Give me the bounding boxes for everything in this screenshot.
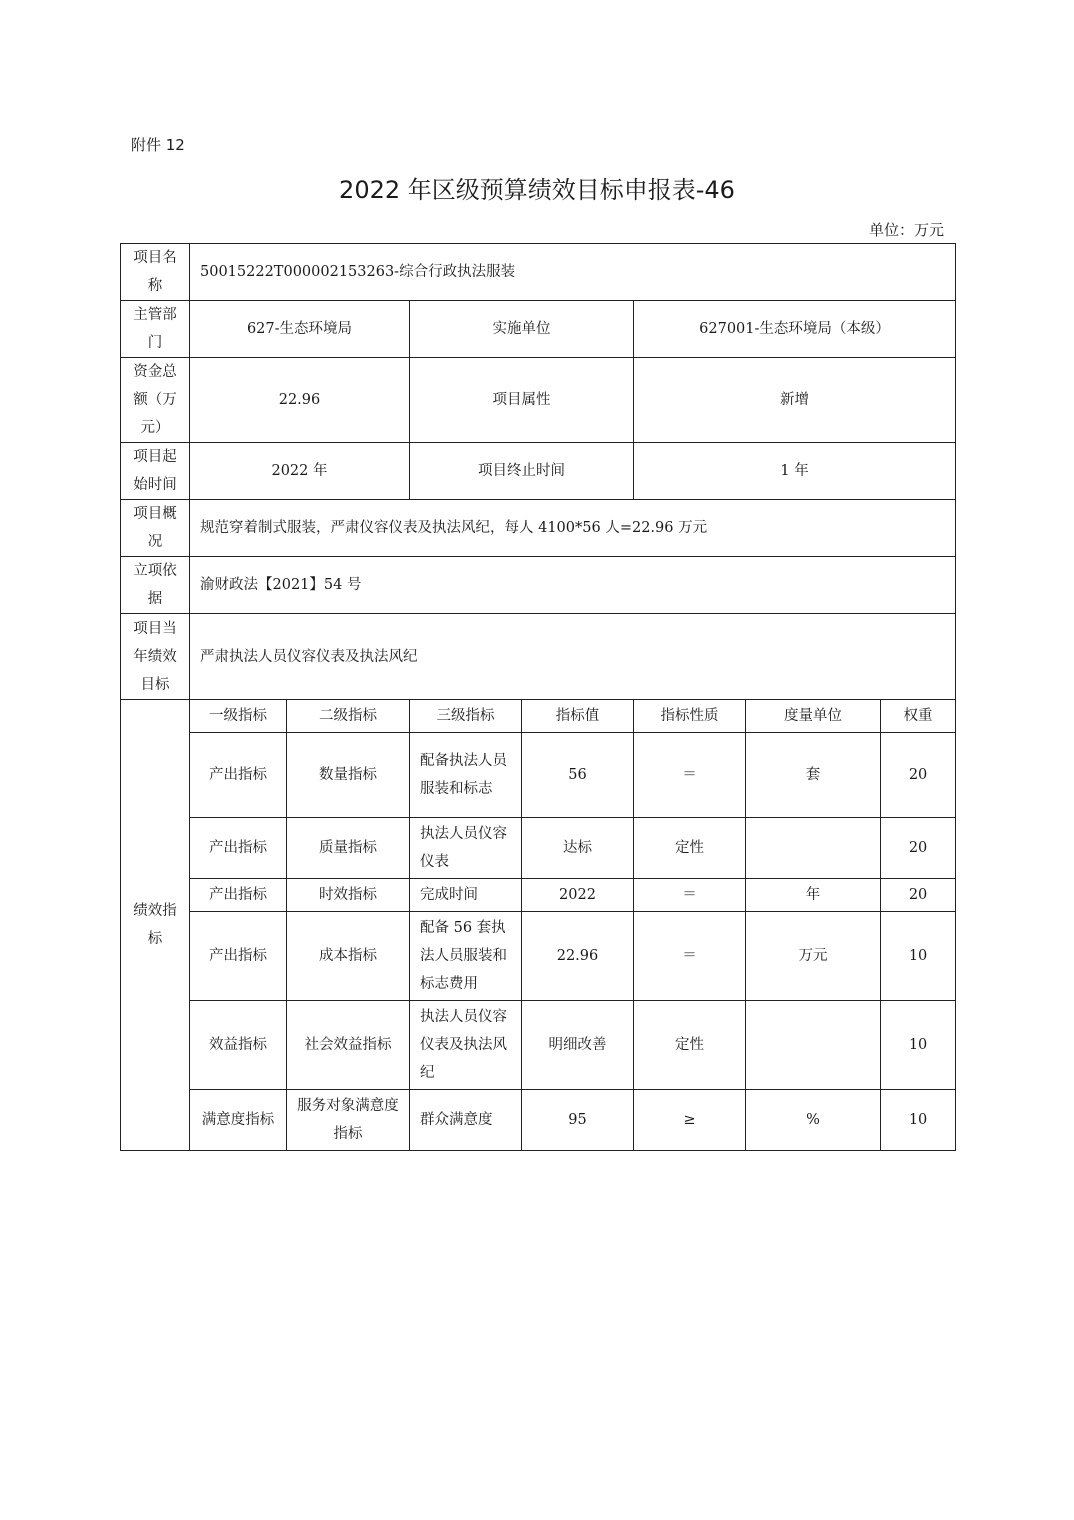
unit-label: 单位：万元 xyxy=(868,221,944,239)
row-time xyxy=(121,443,956,500)
perf-unit xyxy=(746,818,881,879)
perf-unit: % xyxy=(746,1090,881,1151)
basis-label: 立项依据 xyxy=(121,557,190,614)
fund-label: 资金总额（万元） xyxy=(121,358,190,443)
attachment-label: 附件 12 xyxy=(131,136,185,154)
perf-level3: 完成时间 xyxy=(410,879,522,912)
perf-nature: 定性 xyxy=(634,818,746,879)
perf-level1: 产出指标 xyxy=(190,879,287,912)
perf-header-cell: 权重 xyxy=(881,700,956,733)
perf-level2: 服务对象满意度指标 xyxy=(287,1090,410,1151)
perf-weight: 20 xyxy=(881,818,956,879)
perf-header-cell: 一级指标 xyxy=(190,700,287,733)
impl-label: 实施单位 xyxy=(410,301,634,358)
perf-row xyxy=(121,912,956,1001)
perf-level3: 群众满意度 xyxy=(410,1090,522,1151)
perf-value: 22.96 xyxy=(522,912,634,1001)
perf-level2: 质量指标 xyxy=(287,818,410,879)
perf-level1: 满意度指标 xyxy=(190,1090,287,1151)
perf-row xyxy=(121,1001,956,1090)
overview-label: 项目概况 xyxy=(121,500,190,557)
perf-weight: 10 xyxy=(881,1090,956,1151)
perf-weight: 20 xyxy=(881,879,956,912)
row-project-name xyxy=(121,244,956,301)
perf-level1: 产出指标 xyxy=(190,912,287,1001)
basis-value: 渝财政法【2021】54 号 xyxy=(190,557,956,614)
perf-header-cell: 度量单位 xyxy=(746,700,881,733)
overview-value: 规范穿着制式服装，严肃仪容仪表及执法风纪，每人 4100*56 人=22.96 万元 xyxy=(190,500,956,557)
project-name-label: 项目名称 xyxy=(121,244,190,301)
perf-unit: 万元 xyxy=(746,912,881,1001)
perf-level2: 社会效益指标 xyxy=(287,1001,410,1090)
budget-table xyxy=(120,243,956,1151)
perf-nature: ＝ xyxy=(634,733,746,818)
perf-level1: 产出指标 xyxy=(190,733,287,818)
perf-level3: 配备执法人员服装和标志 xyxy=(410,733,522,818)
perf-header-row xyxy=(121,700,956,733)
goal-label: 项目当年绩效目标 xyxy=(121,614,190,700)
perf-value: 达标 xyxy=(522,818,634,879)
row-goal xyxy=(121,614,956,700)
perf-row xyxy=(121,818,956,879)
perf-level3: 配备 56 套执法人员服装和标志费用 xyxy=(410,912,522,1001)
fund-value: 22.96 xyxy=(190,358,410,443)
perf-unit xyxy=(746,1001,881,1090)
page-title: 2022 年区级预算绩效目标申报表-46 xyxy=(339,176,735,204)
perf-row xyxy=(121,1090,956,1151)
perf-weight: 20 xyxy=(881,733,956,818)
row-dept xyxy=(121,301,956,358)
dept-value: 627-生态环境局 xyxy=(190,301,410,358)
perf-value: 明细改善 xyxy=(522,1001,634,1090)
project-name-value: 50015222T000002153263-综合行政执法服装 xyxy=(190,244,956,301)
perf-header-cell: 指标性质 xyxy=(634,700,746,733)
perf-level3: 执法人员仪容仪表及执法风纪 xyxy=(410,1001,522,1090)
perf-level2: 时效指标 xyxy=(287,879,410,912)
attr-value: 新增 xyxy=(634,358,956,443)
start-value: 2022 年 xyxy=(190,443,410,500)
perf-level2: 成本指标 xyxy=(287,912,410,1001)
perf-unit: 年 xyxy=(746,879,881,912)
perf-section-label: 绩效指标 xyxy=(121,700,190,1151)
perf-weight: 10 xyxy=(881,1001,956,1090)
perf-value: 2022 xyxy=(522,879,634,912)
attr-label: 项目属性 xyxy=(410,358,634,443)
perf-header-cell: 三级指标 xyxy=(410,700,522,733)
impl-value: 627001-生态环境局（本级） xyxy=(634,301,956,358)
start-label: 项目起始时间 xyxy=(121,443,190,500)
perf-row xyxy=(121,879,956,912)
perf-nature: 定性 xyxy=(634,1001,746,1090)
perf-row xyxy=(121,733,956,818)
perf-nature: ＝ xyxy=(634,912,746,1001)
perf-nature: ＝ xyxy=(634,879,746,912)
perf-level2: 数量指标 xyxy=(287,733,410,818)
perf-level1: 效益指标 xyxy=(190,1001,287,1090)
row-overview xyxy=(121,500,956,557)
row-basis xyxy=(121,557,956,614)
perf-header-cell: 指标值 xyxy=(522,700,634,733)
perf-value: 56 xyxy=(522,733,634,818)
perf-level3: 执法人员仪容仪表 xyxy=(410,818,522,879)
perf-header-cell: 二级指标 xyxy=(287,700,410,733)
perf-nature: ≥ xyxy=(634,1090,746,1151)
perf-weight: 10 xyxy=(881,912,956,1001)
perf-level1: 产出指标 xyxy=(190,818,287,879)
dept-label: 主管部门 xyxy=(121,301,190,358)
goal-value: 严肃执法人员仪容仪表及执法风纪 xyxy=(190,614,956,700)
end-label: 项目终止时间 xyxy=(410,443,634,500)
end-value: 1 年 xyxy=(634,443,956,500)
row-fund xyxy=(121,358,956,443)
perf-value: 95 xyxy=(522,1090,634,1151)
perf-unit: 套 xyxy=(746,733,881,818)
